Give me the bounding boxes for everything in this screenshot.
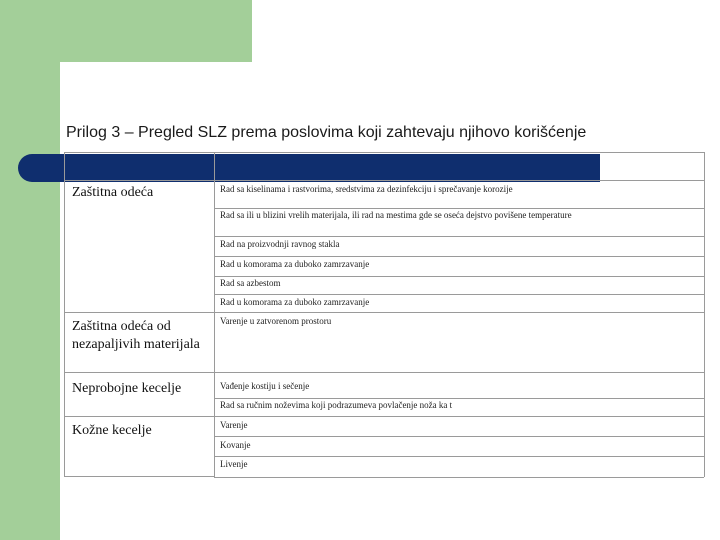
green-sidebar (0, 0, 60, 540)
job-item: Rad na proizvodnji ravnog stakla (220, 239, 340, 249)
row-border (214, 256, 704, 257)
content-corner (60, 62, 120, 122)
category-label: Zaštitna odeća (72, 185, 154, 200)
job-item: Varenje u zatvorenom prostoru (220, 316, 332, 326)
row-border (214, 436, 704, 437)
table-right-border (704, 152, 705, 477)
job-item: Rad u komorama za duboko zamrzavanje (220, 297, 370, 307)
ppe-table (64, 152, 704, 477)
row-border (214, 276, 704, 277)
row-border (214, 294, 704, 295)
row-border (214, 456, 704, 478)
row-border (64, 312, 704, 313)
row-border (214, 208, 704, 209)
category-label: Neprobojne kecelje (72, 381, 182, 396)
job-item: Rad sa azbestom (220, 278, 281, 288)
job-item: Varenje (220, 420, 248, 430)
row-border (214, 398, 704, 399)
slide-title: Prilog 3 – Pregled SLZ prema poslovima koji zahtevaju njihovo korišćenje (66, 124, 587, 141)
job-item: Livenje (220, 459, 248, 469)
row-border (64, 372, 704, 373)
job-item: Rad sa ili u blizini vrelih materijala, ili rad na mestima gde se oseća dejstvo povišene temperature (220, 210, 572, 220)
row-border (64, 416, 704, 417)
green-top-band (0, 0, 252, 62)
category-label: Zaštitna odeća od nezapaljivih materijala (72, 319, 200, 352)
row-border (214, 236, 704, 237)
category-label: Kožne kecelje (72, 423, 152, 438)
job-item: Rad u komorama za duboko zamrzavanje (220, 259, 370, 269)
job-item: Kovanje (220, 440, 251, 450)
job-item: Rad sa kiselinama i rastvorima, sredstvima za dezinfekciju i sprečavanje korozije (220, 184, 513, 194)
row-border (64, 180, 704, 181)
job-item: Rad sa ručnim noževima koji podrazumeva povlačenje noža ka t (220, 400, 453, 410)
row-border (64, 152, 704, 153)
row-border (64, 476, 214, 477)
job-item: Vađenje kostiju i sečenje (220, 381, 310, 391)
